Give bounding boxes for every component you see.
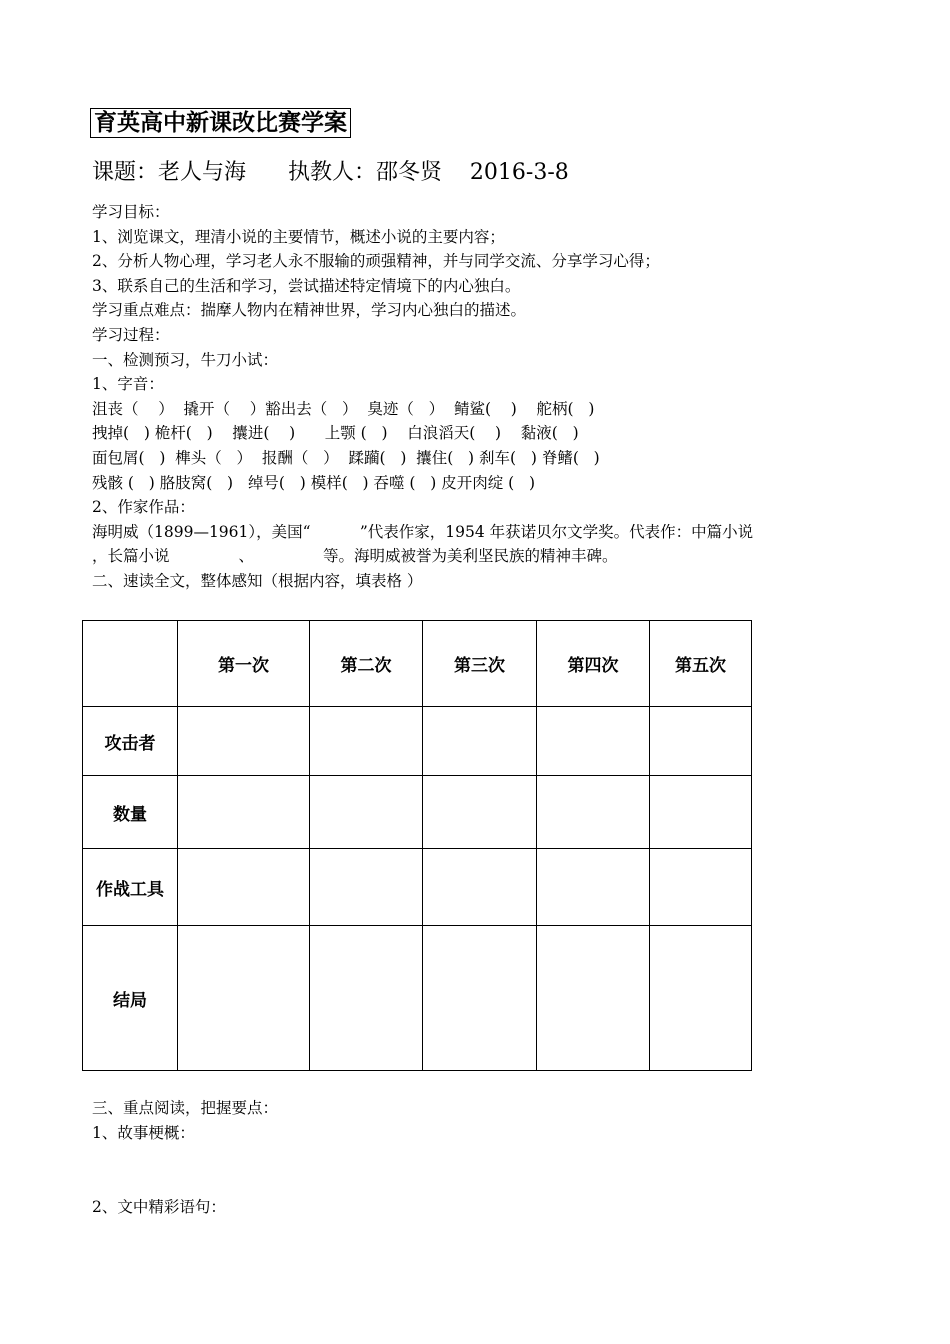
table-cell[interactable] xyxy=(310,926,423,1071)
table-row xyxy=(83,849,752,926)
table-cell[interactable] xyxy=(178,926,310,1071)
table-cell[interactable] xyxy=(310,707,423,776)
objective-item: 1、浏览课文，理清小说的主要情节，概述小说的主要内容； xyxy=(92,227,505,246)
table-cell[interactable] xyxy=(537,849,650,926)
table-header-cell: 第二次 xyxy=(310,621,423,707)
row-header-cell: 结局 xyxy=(83,926,178,1071)
objective-item: 3、联系自己的生活和学习，尝试描述特定情境下的内心独白。 xyxy=(92,276,521,295)
table-header-cell: 第五次 xyxy=(650,621,752,707)
author-line: ，长篇小说 、 等。海明威被誉为美利坚民族的精神丰碑。 xyxy=(92,547,618,566)
key-points: 学习重点难点：揣摩人物内在精神世界，学习内心独白的描述。 xyxy=(92,301,527,320)
table-cell[interactable] xyxy=(537,707,650,776)
battle-summary-table xyxy=(82,620,752,1071)
pronunciation-heading: 1、字音： xyxy=(92,375,164,394)
author-line: 海明威（1899—1961），美国“ ”代表作家，1954 年获诺贝尔文学奖。代表作：中篇小说 xyxy=(92,522,754,541)
table-cell[interactable] xyxy=(178,849,310,926)
row-header-cell: 作战工具 xyxy=(83,849,178,926)
pronunciation-line: 面包屑( ) 榫头（ ） 报酬（ ） 蹂躏( ) 攮住( ) 刹车( ) 脊鳍( ) xyxy=(92,448,600,467)
table-cell[interactable] xyxy=(423,776,537,849)
row-header-cell: 数量 xyxy=(83,776,178,849)
table-cell[interactable] xyxy=(310,849,423,926)
section3-heading: 三、重点阅读，把握要点： xyxy=(92,1099,279,1117)
table-cell[interactable] xyxy=(423,926,537,1071)
pronunciation-line: 拽掉( ) 桅杆( ) 攮进( ) 上颚 ( ) 白浪滔天( ) 黏液( ) xyxy=(92,424,579,443)
objective-item: 2、分析人物心理，学习老人永不服输的顽强精神，并与同学交流、分享学习心得； xyxy=(92,252,660,271)
pronunciation-line: 残骸 ( ) 胳肢窝( ) 绰号( ) 模样( ) 吞噬 ( ) 皮开肉绽 ( ) xyxy=(92,473,536,492)
table-cell[interactable] xyxy=(650,926,752,1071)
lesson-subject-line: 课题：老人与海 执教人：邵冬贤 2016-3-8 xyxy=(92,160,569,185)
excerpts-prompt: 2、文中精彩语句： xyxy=(92,1198,226,1217)
table-header-cell xyxy=(83,621,178,707)
table-row xyxy=(83,776,752,849)
table-cell[interactable] xyxy=(310,776,423,849)
section1-heading: 一、检测预习，牛刀小试： xyxy=(92,350,279,369)
table-cell[interactable] xyxy=(178,707,310,776)
objectives-heading: 学习目标： xyxy=(92,203,170,221)
table-cell[interactable] xyxy=(650,776,752,849)
document-title: 育英高中新课改比赛学案 xyxy=(90,108,351,138)
table-cell[interactable] xyxy=(423,707,537,776)
table-cell[interactable] xyxy=(178,776,310,849)
table-header-cell: 第三次 xyxy=(423,621,537,707)
table-header-row xyxy=(83,621,752,707)
author-heading: 2、作家作品： xyxy=(92,498,195,517)
table-row xyxy=(83,707,752,776)
section3 xyxy=(92,1096,278,1220)
table-cell[interactable] xyxy=(650,849,752,926)
table-cell[interactable] xyxy=(423,849,537,926)
section2-heading: 二、速读全文，整体感知（根据内容，填表格 ） xyxy=(92,571,423,590)
pronunciation-line: 沮丧（ ） 撬开（ ）豁出去（ ） 臭迹（ ） 鲭鲨( ) 舵柄( ) xyxy=(92,399,595,418)
process-heading: 学习过程： xyxy=(92,325,170,344)
table-cell[interactable] xyxy=(650,707,752,776)
story-summary-prompt: 1、故事梗概： xyxy=(92,1123,195,1142)
row-header-cell: 攻击者 xyxy=(83,707,178,776)
table-cell[interactable] xyxy=(537,776,650,849)
table-cell[interactable] xyxy=(537,926,650,1071)
table-header-cell: 第四次 xyxy=(537,621,650,707)
table-header-cell: 第一次 xyxy=(178,621,310,707)
document-body xyxy=(92,200,872,594)
table-row xyxy=(83,926,752,1071)
